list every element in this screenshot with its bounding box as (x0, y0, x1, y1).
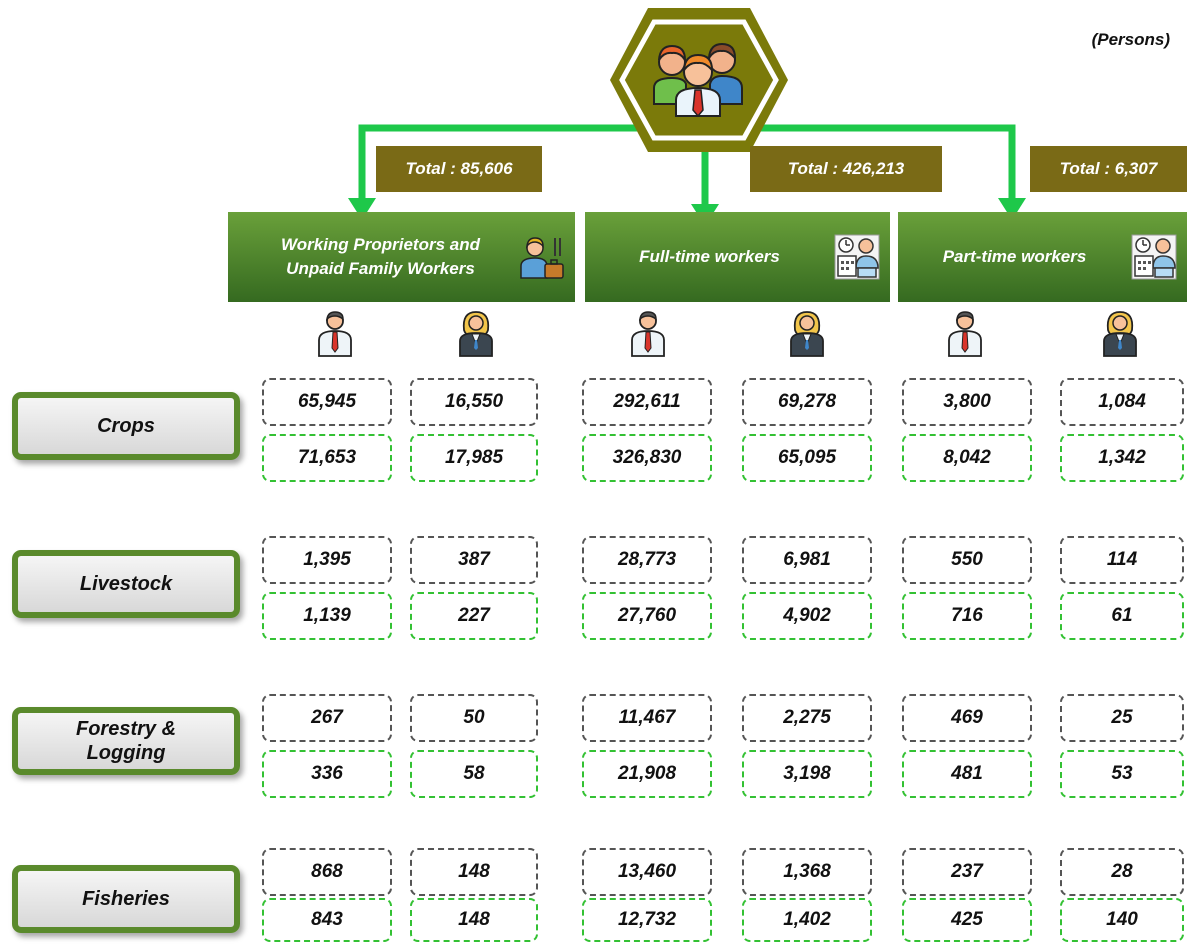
value-cell: 1,084 (1060, 378, 1184, 426)
total-working-proprietors: Total : 85,606 (376, 146, 542, 192)
value-cell: 6,981 (742, 536, 872, 584)
category-label-line2: Logging (86, 742, 166, 764)
value-cell: 65,945 (262, 378, 392, 426)
value-cell: 1,368 (742, 848, 872, 896)
value-cell: 148 (410, 848, 538, 896)
value-cell: 3,800 (902, 378, 1032, 426)
value-cell: 326,830 (582, 434, 712, 482)
businessman-briefcase-icon (519, 234, 565, 280)
value-cell: 237 (902, 848, 1032, 896)
value-cell: 1,402 (742, 898, 872, 942)
value-cell: 4,902 (742, 592, 872, 640)
category-crops (12, 392, 240, 460)
header-working-proprietors (228, 212, 575, 302)
total-part-time: Total : 6,307 (1030, 146, 1187, 192)
value-cell: 868 (262, 848, 392, 896)
value-cell: 65,095 (742, 434, 872, 482)
category-livestock (12, 550, 240, 618)
header-part-time (898, 212, 1187, 302)
value-cell: 11,467 (582, 694, 712, 742)
value-cell: 28,773 (582, 536, 712, 584)
value-cell: 1,139 (262, 592, 392, 640)
value-cell: 8,042 (902, 434, 1032, 482)
category-forestry-logging (12, 707, 240, 775)
value-cell: 267 (262, 694, 392, 742)
value-cell: 469 (902, 694, 1032, 742)
category-label-line1: Forestry & (75, 718, 177, 740)
value-cell: 53 (1060, 750, 1184, 798)
value-cell: 16,550 (410, 378, 538, 426)
header-part-time-label: Part-time workers (942, 247, 1087, 266)
value-cell: 843 (262, 898, 392, 942)
value-cell: 69,278 (742, 378, 872, 426)
value-cell: 1,395 (262, 536, 392, 584)
workers-calendar-icon (1131, 234, 1177, 280)
male-worker-icon (945, 310, 985, 358)
category-label-line1: Fisheries (82, 888, 170, 910)
value-cell: 227 (410, 592, 538, 640)
value-cell: 114 (1060, 536, 1184, 584)
value-cell: 50 (410, 694, 538, 742)
value-cell: 21,908 (582, 750, 712, 798)
value-cell: 387 (410, 536, 538, 584)
workers-calendar-icon (834, 234, 880, 280)
value-cell: 71,653 (262, 434, 392, 482)
value-cell: 292,611 (582, 378, 712, 426)
value-cell: 481 (902, 750, 1032, 798)
value-cell: 17,985 (410, 434, 538, 482)
category-label-line1: Crops (97, 415, 155, 437)
header-full-time-label: Full-time workers (639, 247, 780, 266)
value-cell: 13,460 (582, 848, 712, 896)
header-full-time (585, 212, 890, 302)
value-cell: 1,342 (1060, 434, 1184, 482)
value-cell: 28 (1060, 848, 1184, 896)
group-people-icon (650, 38, 746, 118)
value-cell: 27,760 (582, 592, 712, 640)
value-cell: 148 (410, 898, 538, 942)
female-worker-icon (456, 310, 496, 358)
value-cell: 716 (902, 592, 1032, 640)
value-cell: 425 (902, 898, 1032, 942)
value-cell: 336 (262, 750, 392, 798)
category-label-line1: Livestock (79, 573, 173, 595)
female-worker-icon (787, 310, 827, 358)
male-worker-icon (315, 310, 355, 358)
value-cell: 61 (1060, 592, 1184, 640)
header-working-line2: Unpaid Family Workers (286, 259, 475, 278)
total-full-time: Total : 426,213 (750, 146, 942, 192)
value-cell: 25 (1060, 694, 1184, 742)
category-fisheries (12, 865, 240, 933)
value-cell: 58 (410, 750, 538, 798)
units-label: (Persons) (1091, 30, 1170, 49)
value-cell: 3,198 (742, 750, 872, 798)
value-cell: 12,732 (582, 898, 712, 942)
female-worker-icon (1100, 310, 1140, 358)
male-worker-icon (628, 310, 668, 358)
value-cell: 140 (1060, 898, 1184, 942)
value-cell: 550 (902, 536, 1032, 584)
header-working-line1: Working Proprietors and (281, 235, 480, 254)
value-cell: 2,275 (742, 694, 872, 742)
